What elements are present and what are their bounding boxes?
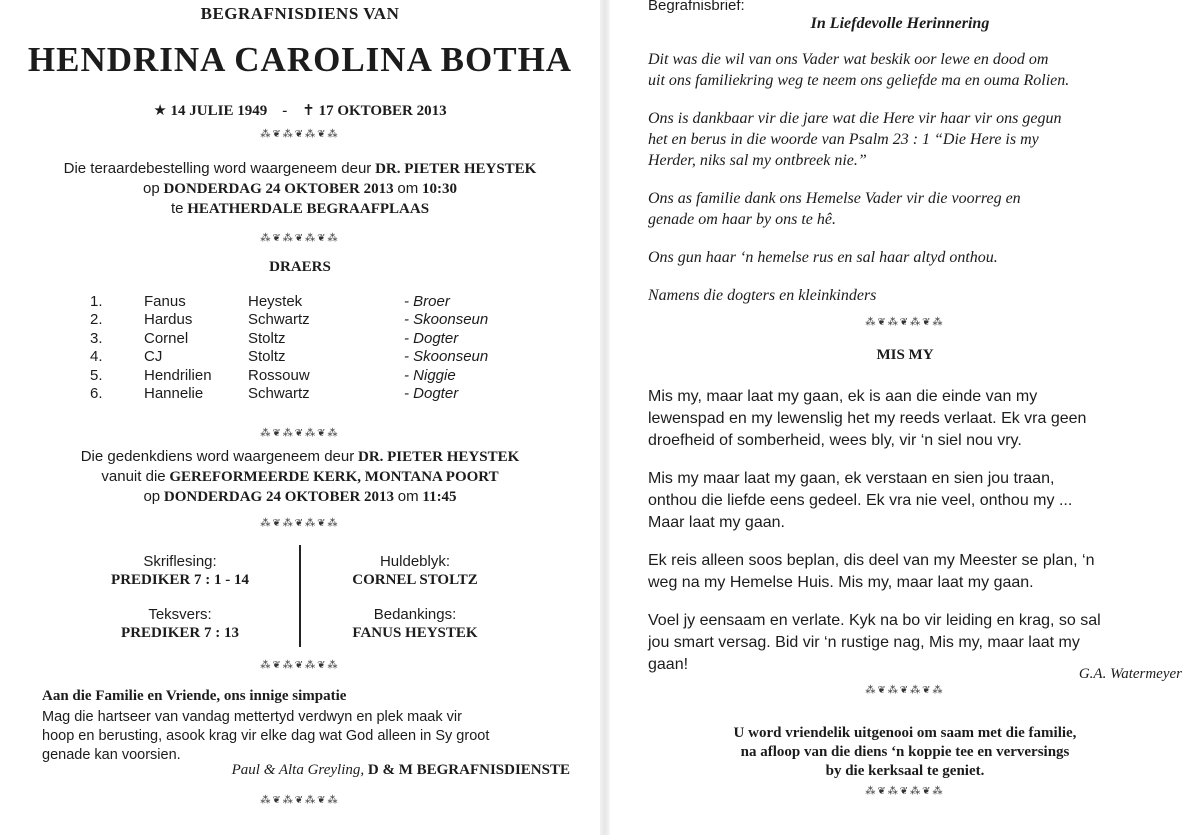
sympathy-text bbox=[42, 708, 587, 765]
bearer-relation: - Broer bbox=[404, 293, 450, 310]
letter-paragraph-line: genade om haar by ons te hê. bbox=[648, 211, 836, 228]
bearers-title: DRAERS bbox=[269, 259, 331, 275]
life-dates bbox=[0, 101, 600, 120]
date-dash: - bbox=[282, 103, 288, 119]
bearer-first-name: Cornel bbox=[144, 329, 189, 347]
burial-line-2 bbox=[0, 179, 600, 199]
program-divider-line bbox=[299, 545, 301, 647]
bearer-number: 1. bbox=[90, 293, 103, 310]
bearer-row bbox=[90, 330, 488, 348]
bearer-surname: Rossouw bbox=[248, 366, 310, 384]
bearer-first-name: Hannelie bbox=[144, 385, 204, 403]
bearer-number: 2. bbox=[90, 311, 103, 329]
memorial-info bbox=[0, 447, 600, 507]
letter-label: Begrafnisbrief: bbox=[648, 0, 745, 14]
letter-paragraph bbox=[648, 247, 1193, 268]
poem-stanza-line: lewenspad en my lewenslig het my reeds verlaat. Ek vra geen bbox=[648, 410, 1087, 427]
memorial-line-3 bbox=[0, 487, 600, 507]
burial-place: HEATHERDALE BEGRAAFPLAAS bbox=[187, 201, 430, 217]
bearer-relation: - Skoonseun bbox=[404, 348, 489, 366]
bearer-number: 5. bbox=[90, 366, 103, 384]
bearer-row bbox=[90, 293, 488, 311]
bearer-relation: - Dogter bbox=[404, 385, 459, 403]
bearer-row bbox=[90, 367, 488, 385]
burial-officiant-prefix: Die teraardebestelling word waargeneem deur bbox=[63, 160, 372, 177]
cross-icon: ✝ bbox=[302, 103, 315, 119]
letter-paragraph bbox=[648, 285, 1193, 306]
letter-body bbox=[648, 49, 1193, 323]
bearer-row bbox=[90, 311, 488, 329]
poem-stanza-line: Maar laat my gaan. bbox=[648, 514, 785, 531]
ornament-divider: ⁂❦⁂❦⁂❦⁂ bbox=[260, 518, 340, 529]
poem-stanza bbox=[648, 386, 1198, 452]
letter-paragraph-line: Herder, niks sal my ontbreek nie.” bbox=[648, 152, 867, 169]
poem-stanza-line: Mis my, maar laat my gaan, ek is aan die einde van my bbox=[648, 388, 1038, 405]
memorial-officiant-prefix: Die gedenkdiens word waargeneem deur bbox=[80, 448, 355, 465]
burial-date-prefix: op bbox=[143, 180, 160, 197]
ornament-divider: ⁂❦⁂❦⁂❦⁂ bbox=[260, 129, 340, 140]
letter-paragraph-line: Ons as familie dank ons Hemelse Vader vir die voorreg en bbox=[648, 190, 1021, 207]
bearer-first-name: Hendrilien bbox=[144, 366, 212, 384]
ornament-divider: ⁂❦⁂❦⁂❦⁂ bbox=[865, 685, 945, 696]
service-header: BEGRAFNISDIENS VAN bbox=[200, 4, 400, 23]
ornament-divider: ⁂❦⁂❦⁂❦⁂ bbox=[865, 786, 945, 797]
bearer-relation: - Niggie bbox=[404, 366, 456, 384]
page-gutter bbox=[600, 0, 610, 835]
sympathy-line: Mag die hartseer van vandag mettertyd verdwyn en plek maak vir bbox=[42, 709, 462, 725]
burial-date: DONDERDAG 24 OKTOBER 2013 bbox=[163, 181, 394, 197]
sympathy-signature bbox=[0, 762, 570, 779]
poem-stanza-line: Ek reis alleen soos beplan, dis deel van my Meester se plan, ‘n bbox=[648, 552, 1095, 569]
birth-date: 14 JULIE 1949 bbox=[170, 103, 268, 119]
bearer-first-name: Fanus bbox=[144, 293, 186, 310]
memorial-place-prefix: vanuit die bbox=[101, 468, 166, 485]
text-value: PREDIKER 7 : 13 bbox=[121, 625, 239, 641]
thanks-value: FANUS HEYSTEK bbox=[352, 625, 478, 641]
poem-stanza bbox=[648, 550, 1198, 594]
poem-stanza-line: Mis my maar laat my gaan, ek verstaan en sien jou traan, bbox=[648, 470, 1055, 487]
poem-title: MIS MY bbox=[876, 347, 934, 363]
bearer-surname: Heystek bbox=[248, 293, 303, 310]
deceased-name: HENDRINA CAROLINA BOTHA bbox=[27, 40, 573, 79]
burial-line-1 bbox=[0, 159, 600, 179]
memorial-line-1 bbox=[0, 447, 600, 467]
bearer-number: 4. bbox=[90, 348, 103, 366]
memorial-date: DONDERDAG 24 OKTOBER 2013 bbox=[163, 489, 395, 505]
ornament-divider: ⁂❦⁂❦⁂❦⁂ bbox=[260, 428, 340, 439]
memorial-time-prefix: om bbox=[397, 488, 419, 505]
invitation bbox=[610, 724, 1200, 781]
invitation-line: by die kerksaal te geniet. bbox=[825, 763, 985, 779]
poem-stanza bbox=[648, 468, 1198, 534]
bearer-first-name: CJ bbox=[144, 348, 163, 366]
thanks-label: Bedankings: bbox=[373, 606, 457, 623]
bearer-surname: Stoltz bbox=[248, 348, 286, 366]
text-label: Teksvers: bbox=[148, 606, 212, 623]
tribute-value: CORNEL STOLTZ bbox=[352, 572, 478, 588]
sympathy-line: genade kan voorsien. bbox=[42, 747, 181, 763]
signature-names: Paul & Alta Greyling, bbox=[231, 762, 365, 778]
memorial-line-2 bbox=[0, 467, 600, 487]
poem-stanza-line: jou smart versag. Bid vir ‘n rustige nag, Mis my, maar laat my bbox=[648, 634, 1080, 651]
letter-paragraph-line: Ons gun haar ‘n hemelse rus en sal haar altyd onthou. bbox=[648, 249, 998, 266]
bearer-row bbox=[90, 348, 488, 366]
burial-place-prefix: te bbox=[170, 200, 184, 217]
funeral-company: D & M BEGRAFNISDIENSTE bbox=[367, 762, 570, 778]
letter-paragraph-line: het en berus in die woorde van Psalm 23 : 1 “Die Here is my bbox=[648, 131, 1039, 148]
memorial-place: GEREFORMEERDE KERK, MONTANA POORT bbox=[169, 469, 499, 485]
bearer-surname: Schwartz bbox=[248, 385, 310, 403]
poem-stanza-line: gaan! bbox=[648, 656, 689, 673]
burial-officiant: DR. PIETER HEYSTEK bbox=[375, 161, 537, 177]
reading-value: PREDIKER 7 : 1 - 14 bbox=[111, 572, 249, 588]
letter-paragraph-line: Ons is dankbaar vir die jare wat die Here vir haar vir ons gegun bbox=[648, 110, 1062, 127]
right-page bbox=[610, 0, 1200, 835]
ornament-divider: ⁂❦⁂❦⁂❦⁂ bbox=[260, 660, 340, 671]
star-icon: ★ bbox=[153, 103, 167, 119]
bearer-surname: Schwartz bbox=[248, 311, 310, 329]
bearer-number: 6. bbox=[90, 385, 103, 403]
poem-stanza-line: droefheid of somberheid, wees bly, vir ‘n siel nou vry. bbox=[648, 432, 1022, 449]
invitation-line: na afloop van die diens ‘n koppie tee en verversings bbox=[740, 744, 1070, 760]
memorial-date-prefix: op bbox=[143, 488, 161, 505]
reading-label: Skriflesing: bbox=[143, 553, 217, 570]
letter-paragraph bbox=[648, 108, 1193, 171]
letter-paragraph-line: uit ons familiekring weg te neem ons geliefde ma en ouma Rolien. bbox=[648, 72, 1070, 89]
letter-heading: In Liefdevolle Herinnering bbox=[810, 15, 990, 32]
letter-paragraph bbox=[648, 188, 1193, 230]
burial-line-3 bbox=[0, 199, 600, 219]
letter-paragraph-line: Namens die dogters en kleinkinders bbox=[648, 287, 877, 304]
poem-stanza-line: weg na my Hemelse Huis. Mis my, maar laat my gaan. bbox=[648, 574, 1034, 591]
letter-paragraph-line: Dit was die wil van ons Vader wat beskik oor lewe en dood om bbox=[648, 51, 1049, 68]
burial-info bbox=[0, 159, 600, 219]
bearer-number: 3. bbox=[90, 329, 103, 347]
poem-body bbox=[648, 386, 1198, 692]
ornament-divider: ⁂❦⁂❦⁂❦⁂ bbox=[260, 795, 340, 806]
memorial-officiant: DR. PIETER HEYSTEK bbox=[357, 449, 520, 465]
invitation-line: U word vriendelik uitgenooi om saam met die familie, bbox=[733, 725, 1077, 741]
bearers-table bbox=[90, 293, 488, 403]
death-date: 17 OKTOBER 2013 bbox=[318, 103, 447, 119]
bearer-row bbox=[90, 385, 488, 403]
tribute-label: Huldeblyk: bbox=[379, 553, 451, 570]
memorial-time: 11:45 bbox=[422, 489, 457, 505]
sympathy-title: Aan die Familie en Vriende, ons innige simpatie bbox=[42, 688, 347, 704]
ornament-divider: ⁂❦⁂❦⁂❦⁂ bbox=[260, 233, 340, 244]
poem-author: G.A. Watermeyer bbox=[1078, 666, 1182, 682]
bearer-relation: - Skoonseun bbox=[404, 311, 489, 329]
burial-time: 10:30 bbox=[421, 181, 457, 197]
poem-stanza-line: onthou die liefde eens gedeel. Ek vra nie veel, onthou my ... bbox=[648, 492, 1073, 509]
poem-stanza-line: Voel jy eensaam en verlate. Kyk na bo vir leiding en krag, so sal bbox=[648, 612, 1101, 629]
letter-paragraph bbox=[648, 49, 1193, 91]
sympathy-line: hoop en berusting, asook krag vir elke dag wat God alleen in Sy groot bbox=[42, 728, 490, 744]
bearer-surname: Stoltz bbox=[248, 329, 286, 347]
ornament-divider: ⁂❦⁂❦⁂❦⁂ bbox=[865, 317, 945, 328]
bearer-relation: - Dogter bbox=[404, 329, 459, 347]
burial-time-prefix: om bbox=[397, 180, 419, 197]
bearer-first-name: Hardus bbox=[144, 311, 193, 329]
